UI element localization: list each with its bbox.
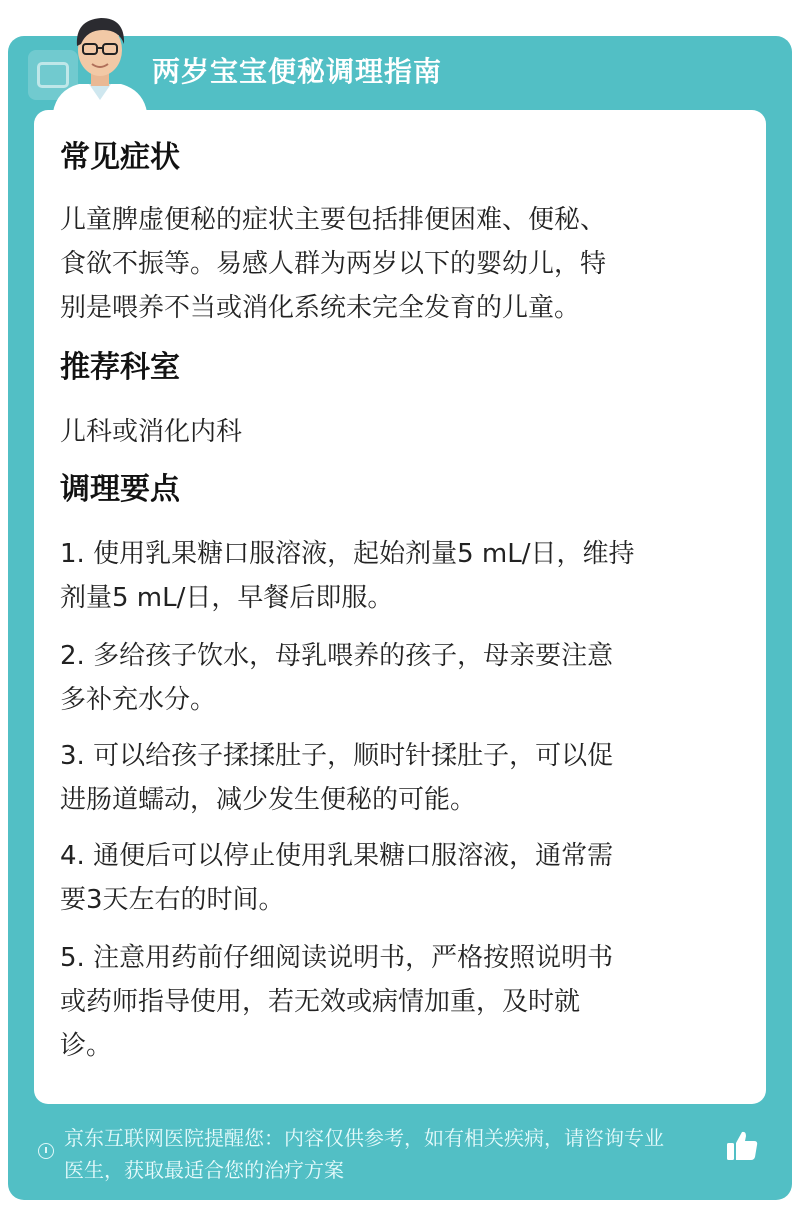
care-item-5-line-2: 或药师指导使用，若无效或病情加重，及时就 [60,987,581,1017]
care-item-5-line-1: 5. 注意用药前仔细阅读说明书，严格按照说明书 [60,943,614,973]
thumbs-up-icon[interactable] [724,1128,760,1164]
care-item-3-line-2: 进肠道蠕动，减少发生便秘的可能。 [60,785,477,815]
care-item-2-line-2: 多补充水分。 [60,685,217,715]
footer-line-2: 医生，获取最适合您的治疗方案 [64,1158,344,1182]
care-item-1-line-1: 1. 使用乳果糖口服溶液，起始剂量5 mL/日，维持 [60,539,635,569]
care-item-4-line-2: 要3天左右的时间。 [60,885,285,915]
footer-line-1: 京东互联网医院提醒您：内容仅供参考，如有相关疾病，请咨询专业 [64,1126,664,1150]
department-text: 儿科或消化内科 [60,417,243,447]
section-heading-department: 推荐科室 [60,350,180,385]
symptoms-text-line-3: 别是喂养不当或消化系统未完全发育的儿童。 [60,293,581,323]
care-item-4-line-1: 4. 通便后可以停止使用乳果糖口服溶液，通常需 [60,841,614,871]
section-heading-care: 调理要点 [60,472,180,507]
section-heading-symptoms: 常见症状 [60,140,180,175]
care-item-2-line-1: 2. 多给孩子饮水，母乳喂养的孩子，母亲要注意 [60,641,614,671]
care-item-5-line-3: 诊。 [60,1031,113,1061]
care-item-1-line-2: 剂量5 mL/日，早餐后即服。 [60,583,394,613]
info-icon [38,1143,54,1159]
page-title: 两岁宝宝便秘调理指南 [152,55,443,88]
symptoms-text-line-2: 食欲不振等。易感人群为两岁以下的婴幼儿，特 [60,249,607,279]
footer-disclaimer [64,1122,728,1186]
doctor-avatar [45,8,155,112]
symptoms-text-line-1: 儿童脾虚便秘的症状主要包括排便困难、便秘、 [60,205,607,235]
care-item-3-line-1: 3. 可以给孩子揉揉肚子，顺时针揉肚子，可以促 [60,741,614,771]
